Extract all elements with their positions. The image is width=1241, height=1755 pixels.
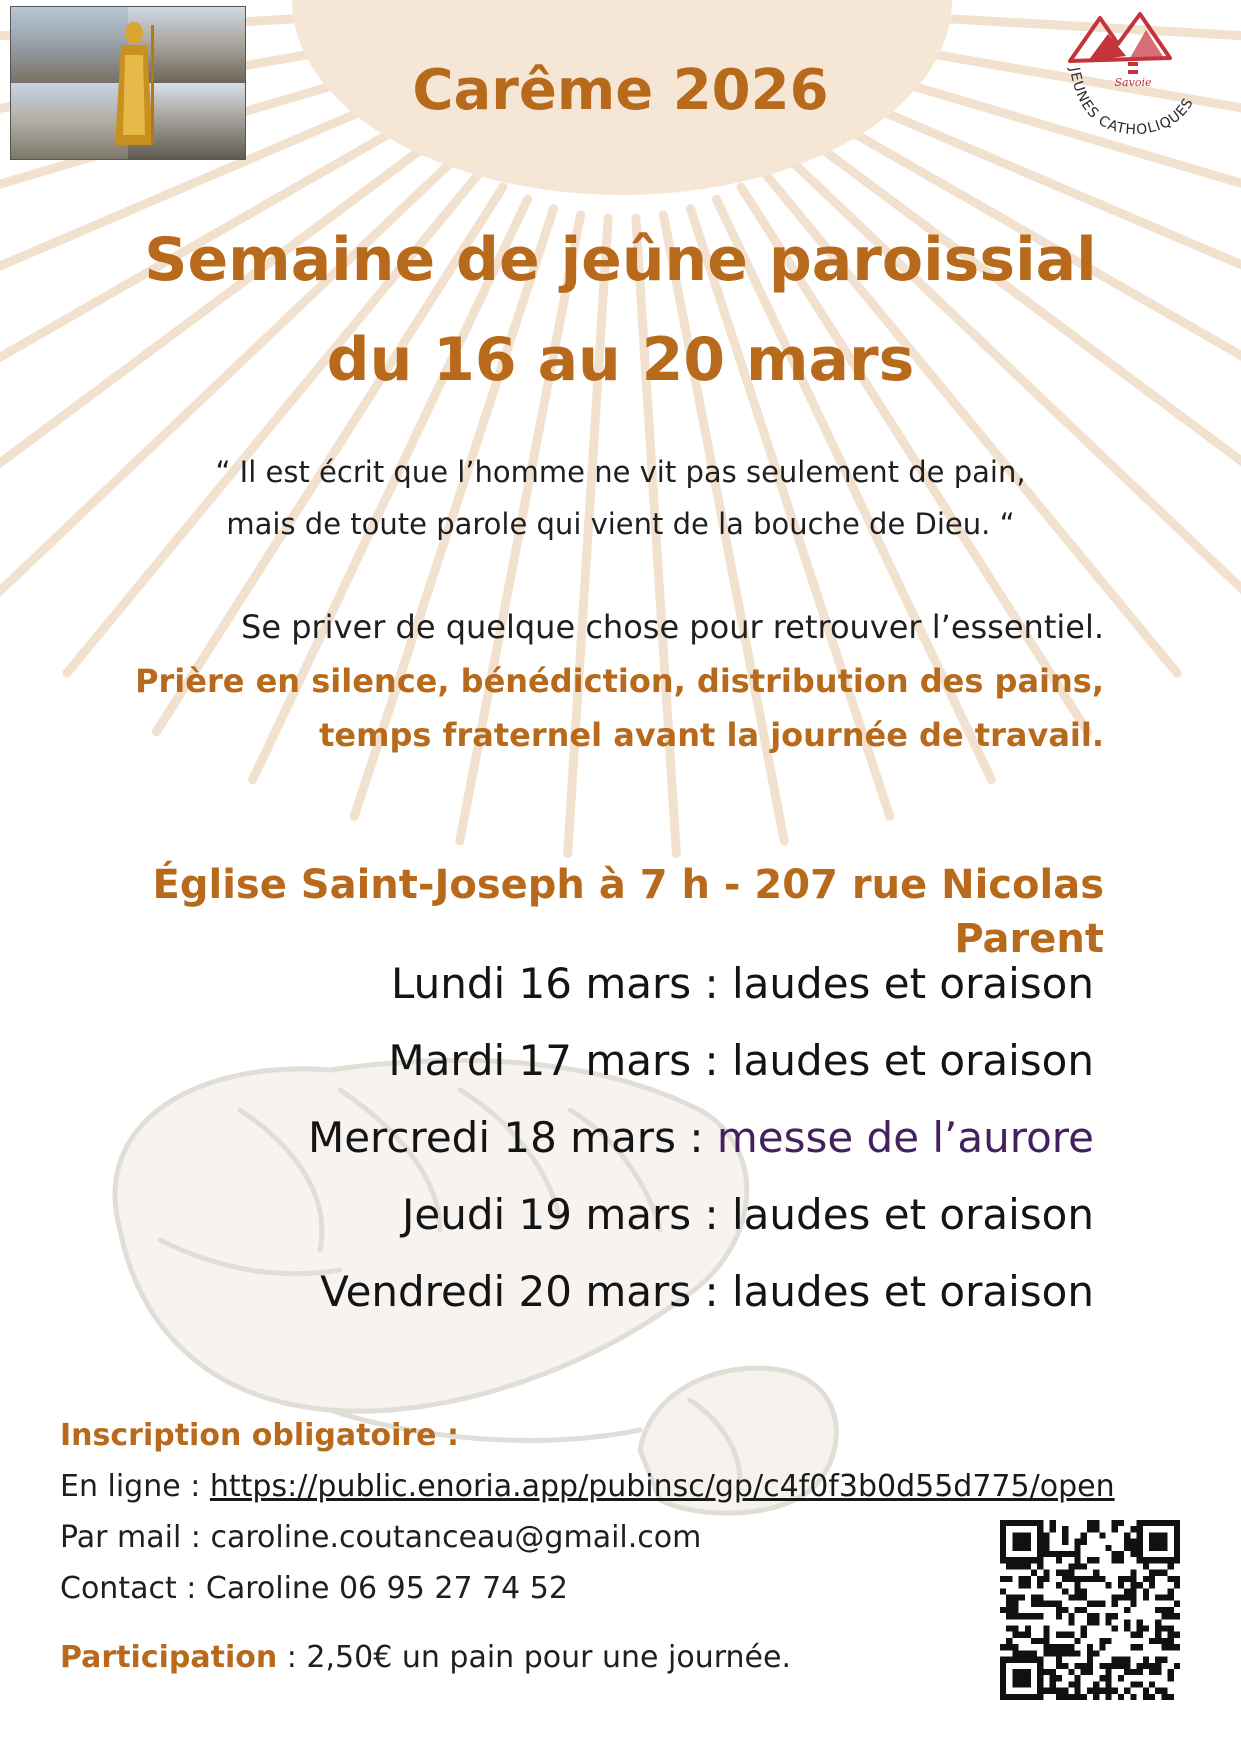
- schedule-day: Mardi 17 mars: [388, 1036, 692, 1085]
- registration-online: [60, 1461, 1210, 1512]
- contact-label: Contact :: [60, 1571, 206, 1606]
- mail-value[interactable]: caroline.coutanceau@gmail.com: [210, 1520, 702, 1555]
- qr-code-icon[interactable]: [1000, 1520, 1180, 1700]
- quote-line2: mais de toute parole qui vient de la bouche de Dieu. “: [226, 507, 1015, 541]
- quote-line1: “ Il est écrit que l’homme ne vit pas seulement de pain,: [215, 455, 1026, 489]
- intro-highlight-line2: temps fraternel avant la journée de travail.: [319, 716, 1104, 754]
- schedule-row-thursday: [94, 1176, 1094, 1253]
- schedule-sep: :: [691, 1267, 733, 1316]
- schedule-sep: :: [691, 1190, 733, 1239]
- schedule-day: Mercredi 18 mars: [307, 1113, 676, 1162]
- main-title-line1: Semaine de jeûne paroissial: [144, 225, 1097, 295]
- location-heading: Église Saint-Joseph à 7 h - 207 rue Nicolas Parent: [152, 862, 1104, 962]
- schedule-activity: laudes et oraison: [732, 1190, 1094, 1239]
- schedule-sep: :: [675, 1113, 717, 1162]
- schedule-activity: laudes et oraison: [732, 1036, 1094, 1085]
- main-title: [0, 210, 1241, 410]
- schedule-day: Vendredi 20 mars: [320, 1267, 692, 1316]
- contact-value: Caroline 06 95 27 74 52: [205, 1571, 568, 1606]
- schedule-row-tuesday: [94, 1022, 1094, 1099]
- schedule-activity: laudes et oraison: [732, 1267, 1094, 1316]
- online-label: En ligne :: [60, 1469, 210, 1504]
- intro-block: [44, 600, 1104, 762]
- schedule-row-friday: [94, 1253, 1094, 1330]
- registration-link[interactable]: https://public.enoria.app/pubinsc/gp/c4f0f3b0d55d775/open: [209, 1469, 1115, 1504]
- schedule-activity: laudes et oraison: [732, 959, 1094, 1008]
- participation-label: Participation: [60, 1640, 278, 1675]
- participation-line: [60, 1634, 791, 1682]
- intro-highlight: [44, 654, 1104, 762]
- main-title-line2: du 16 au 20 mars: [326, 325, 915, 395]
- logo-org: JEUNES CATHOLIQUES: [1066, 66, 1198, 139]
- scripture-quote: [0, 446, 1241, 550]
- schedule-row-monday: [94, 945, 1094, 1022]
- registration-heading: Inscription obligatoire :: [60, 1418, 459, 1453]
- logo-region: Savoie: [1114, 76, 1152, 89]
- schedule-sep: :: [691, 959, 733, 1008]
- schedule-list: [94, 945, 1094, 1330]
- intro-text: Se priver de quelque chose pour retrouver l’essentiel.: [241, 608, 1104, 646]
- schedule-day: Jeudi 19 mars: [402, 1190, 692, 1239]
- lent-title: Carême 2026: [412, 58, 829, 123]
- mail-label: Par mail :: [60, 1520, 211, 1555]
- schedule-row-wednesday: [94, 1099, 1094, 1176]
- intro-highlight-line1: Prière en silence, bénédiction, distribution des pains,: [135, 662, 1104, 700]
- schedule-activity-mass: messe de l’aurore: [716, 1113, 1094, 1162]
- participation-text: : 2,50€ un pain pour une journée.: [277, 1640, 791, 1675]
- schedule-day: Lundi 16 mars: [390, 959, 692, 1008]
- schedule-sep: :: [691, 1036, 733, 1085]
